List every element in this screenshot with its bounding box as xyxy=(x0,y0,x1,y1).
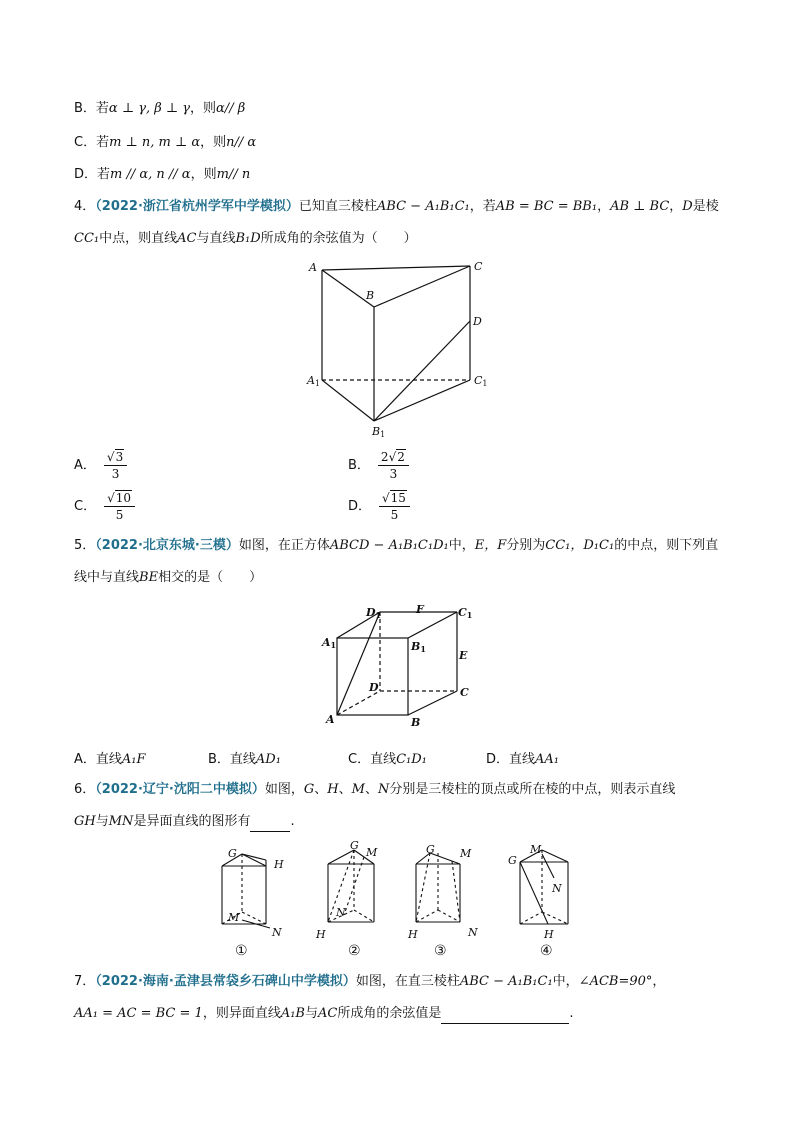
q5-option-b: B．直线AD₁ xyxy=(208,752,281,767)
q6-figure-4 xyxy=(506,840,586,940)
svg-text:M: M xyxy=(366,846,378,859)
q5-label-b: B xyxy=(411,716,421,729)
svg-text:H: H xyxy=(408,928,418,941)
q6-figure-1-label: ① xyxy=(235,943,248,959)
svg-text:G: G xyxy=(426,843,435,856)
q5-option-a: A．直线A₁F xyxy=(74,752,146,767)
q4-option-c: C． $\frac{√10}{5}$ xyxy=(74,490,135,523)
svg-text:M: M xyxy=(460,847,472,860)
q6-source: （2022·辽宁·沈阳二中模拟） xyxy=(95,782,265,797)
q5-option-c: C．直线C₁D₁ xyxy=(348,752,427,767)
svg-text:M: M xyxy=(228,911,240,924)
q4-stem-line1: 4．（2022·浙江省杭州学军中学模拟）已知直三棱柱ABC − A₁B₁C₁，若AB = BC = BB₁，AB ⊥ BC，D是棱 xyxy=(74,199,719,214)
q5-source: （2022·北京东城·三模） xyxy=(95,538,239,553)
svg-text:H: H xyxy=(316,928,326,941)
q5-label-a1: A1 xyxy=(322,636,337,650)
svg-text:G: G xyxy=(508,854,517,867)
q5-label-d: D xyxy=(369,681,379,694)
q6-stem-line2: GH与MN是异面直线的图形有 . xyxy=(74,813,295,832)
svg-text:N: N xyxy=(552,882,562,895)
svg-text:G: G xyxy=(228,847,237,860)
svg-text:G: G xyxy=(350,839,359,852)
q4-option-b: B． $\frac{2√2}{3}$ xyxy=(348,449,409,482)
svg-text:M: M xyxy=(530,843,542,856)
q4-label-c1: C1 xyxy=(474,374,488,388)
q4-option-a: A． $\frac{√3}{3}$ xyxy=(74,449,127,482)
q5-stem-line2: 线中与直线BE相交的是（ ） xyxy=(74,570,263,585)
svg-text:N: N xyxy=(468,926,478,939)
q6-stem-line1: 6．（2022·辽宁·沈阳二中模拟）如图，G、H、M、N分别是三棱柱的顶点或所在棱的中点，则表示直线 xyxy=(74,782,676,797)
q3-option-c: C．若m ⊥ n, m ⊥ α，则n// α xyxy=(74,135,257,150)
q6-figure-1 xyxy=(218,844,288,939)
q7-answer-blank xyxy=(441,1005,569,1024)
q7-stem-line1: 7．（2022·海南·孟津县常袋乡石碑山中学模拟）如图，在直三棱柱ABC − A₁B₁C₁中，∠ACB=90°， xyxy=(74,974,666,989)
q5-label-b1: B1 xyxy=(411,640,426,654)
q6-figure-4-label: ④ xyxy=(540,943,553,959)
q6-figure-3-label: ③ xyxy=(434,943,447,959)
q5-stem-line1: 5．（2022·北京东城·三模）如图，在正方体ABCD − A₁B₁C₁D₁中，E，F分别为CC₁，D₁C₁的中点，则下列直 xyxy=(74,538,719,553)
q5-option-d: D．直线AA₁ xyxy=(486,752,560,767)
q4-label-d: D xyxy=(473,315,482,328)
q5-label-e: E xyxy=(459,649,468,662)
q5-label-f: F xyxy=(416,603,424,616)
q6-figure-2-label: ② xyxy=(348,943,361,959)
svg-text:N: N xyxy=(272,926,282,939)
svg-text:H: H xyxy=(544,928,554,941)
q5-label-a: A xyxy=(326,713,335,726)
q5-label-c: C xyxy=(460,686,469,699)
q6-figure-2 xyxy=(314,840,386,940)
q6-answer-blank xyxy=(250,813,290,832)
q4-option-d: D． $\frac{√15}{5}$ xyxy=(348,490,410,523)
q7-stem-line2: AA₁ = AC = BC = 1，则异面直线A₁B与AC所成角的余弦值是 . xyxy=(74,1005,574,1024)
q7-source: （2022·海南·孟津县常袋乡石碑山中学模拟） xyxy=(95,974,356,989)
q4-prism-figure xyxy=(300,255,500,440)
svg-text:N: N xyxy=(336,906,346,919)
q5-label-c1: C1 xyxy=(458,606,473,620)
q3-option-d: D．若m // α, n // α，则m// n xyxy=(74,167,251,182)
q5-label-d1: D1 xyxy=(366,606,382,620)
svg-text:H: H xyxy=(274,858,284,871)
q4-label-a: A xyxy=(309,261,317,274)
q4-label-b1: B1 xyxy=(372,425,386,439)
q4-label-c: C xyxy=(474,260,483,273)
q4-stem-line2: CC₁中点，则直线AC与直线B₁D所成角的余弦值为（ ） xyxy=(74,231,417,246)
q6-figure-3 xyxy=(404,843,484,940)
q3-option-b: B．若α ⊥ γ, β ⊥ γ，则α// β xyxy=(74,101,246,116)
q5-cube-figure xyxy=(318,602,488,730)
q4-label-a1: A1 xyxy=(307,374,321,388)
q4-source: （2022·浙江省杭州学军中学模拟） xyxy=(95,199,299,214)
q4-label-b: B xyxy=(366,289,375,302)
